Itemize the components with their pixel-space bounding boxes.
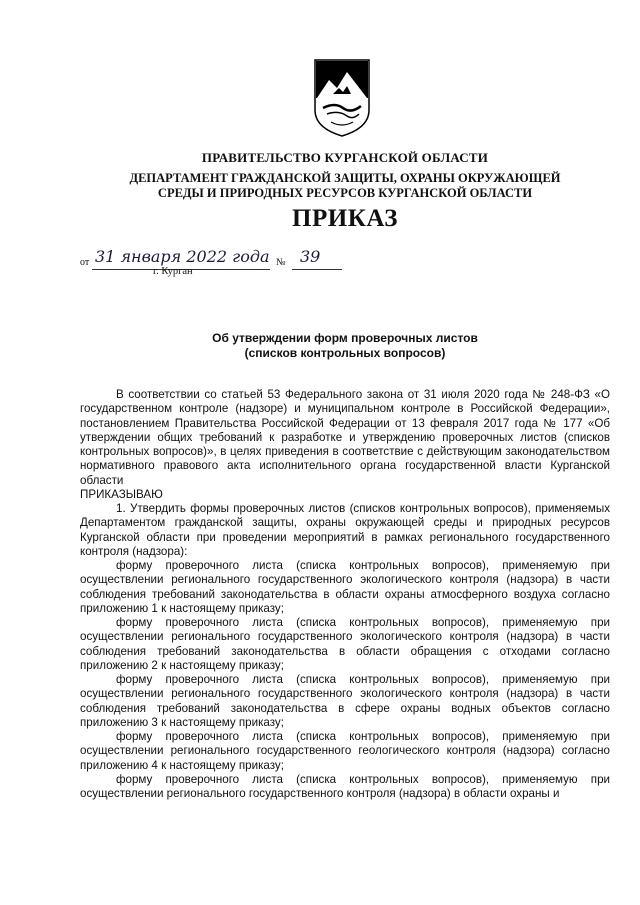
handwritten-date: 31 января 2022 года xyxy=(95,247,270,266)
preamble-paragraph: В соответствии со статьей 53 Федерального закона от 31 июля 2020 года № 248-ФЗ «О государственном контроле (надзоре) и муниципальном контроле в Российской Федерации», постановлением Правительства Российской Федерации от 13 февраля 2017 года № 177 «Об утверждении общих требований к разработке и утверждению проверочных листов (списков контрольных вопросов)», в целях приведения в соответствие с действующим законодательством нормативного правового акта исполнительного органа государственной власти Курганской области xyxy=(80,388,610,487)
city-label: г. Курган xyxy=(153,266,193,277)
number-underline xyxy=(292,269,342,270)
order-word: ПРИКАЗЫВАЮ xyxy=(80,487,163,501)
date-prefix: от xyxy=(80,257,90,268)
form-2-paragraph: форму проверочного листа (списка контрольных вопросов), применяемую при осуществлении регионального государственного экологического контроля (надзора) в части соблюдения требований законодательства в области обращения с отходами согласно приложению 2 к настоящему приказу; xyxy=(80,616,610,672)
form-3-paragraph: форму проверочного листа (списка контрольных вопросов), применяемую при осуществлении регионального государственного экологического контроля (надзора) в части соблюдения требований законодательства в сфере охраны водных объектов согласно приложению 3 к настоящему приказу; xyxy=(80,673,610,729)
handwritten-number: 39 xyxy=(300,247,321,266)
form-4-paragraph: форму проверочного листа (списка контрольных вопросов), применяемую при осуществлении регионального государственного геологического контроля (надзора) согласно приложению 4 к настоящему приказу; xyxy=(80,730,610,772)
coat-of-arms-emblem xyxy=(313,58,371,138)
number-prefix: № xyxy=(276,257,286,268)
form-1-paragraph: форму проверочного листа (списка контрольных вопросов), применяемую при осуществлении регионального государственного экологического контроля (надзора) в части соблюдения требований законодательства в области охраны атмосферного воздуха согласно приложению 1 к настоящему приказу; xyxy=(80,559,610,615)
order-subject xyxy=(0,331,640,361)
document-type-title: ПРИКАЗ xyxy=(292,205,398,232)
subject-line-1: Об утверждении форм проверочных листов xyxy=(212,331,478,345)
form-5-paragraph: форму проверочного листа (списка контрольных вопросов), применяемую при осуществлении регионального государственного контроля (надзора) в области охраны и xyxy=(80,772,610,800)
order-body xyxy=(80,388,610,801)
subject-line-2: (списков контрольных вопросов) xyxy=(244,346,446,360)
government-title: ПРАВИТЕЛЬСТВО КУРГАНСКОЙ ОБЛАСТИ xyxy=(201,150,489,165)
department-title: ДЕПАРТАМЕНТ ГРАЖДАНСКОЙ ЗАЩИТЫ, ОХРАНЫ ОКРУЖАЮЩЕЙ СРЕДЫ И ПРИРОДНЫХ РЕСУРСОВ КУРГАНСКОЙ ОБЛАСТИ xyxy=(129,171,561,200)
item-1-paragraph: 1. Утвердить формы проверочных листов (списков контрольных вопросов), применяемых Департаментом гражданской защиты, охраны окружающей среды и природных ресурсов Курганской области при проведении мероприятий в рамках регионального государственного контроля (надзора): xyxy=(80,502,610,558)
